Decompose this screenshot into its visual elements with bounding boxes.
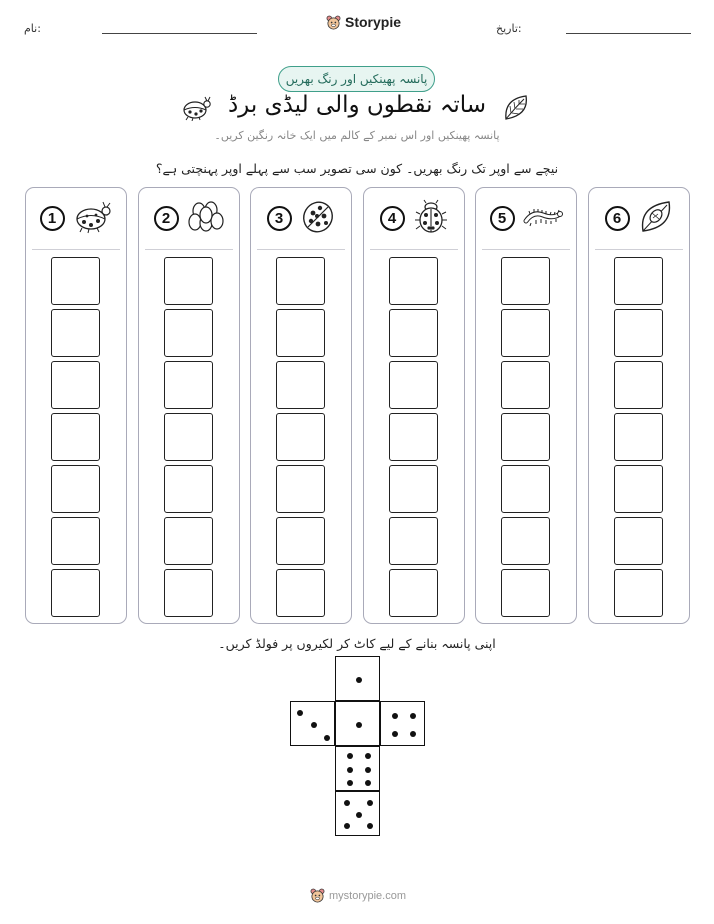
die-pip (324, 735, 330, 741)
color-cell[interactable] (389, 257, 438, 305)
footer (310, 888, 406, 903)
color-cell[interactable] (164, 569, 213, 617)
die-face-4 (380, 701, 425, 746)
ladybug-side-icon (73, 200, 113, 238)
die-face-1 (335, 656, 380, 701)
color-cell[interactable] (276, 465, 325, 513)
leaf-title-icon (502, 93, 530, 123)
die-pip (392, 731, 398, 737)
bear-footer-icon (310, 888, 325, 903)
color-cell[interactable] (51, 257, 100, 305)
color-cell[interactable] (51, 413, 100, 461)
color-cell[interactable] (614, 257, 663, 305)
die-pip (347, 767, 353, 773)
page-subtitle: پانسہ پھینکیں اور اس نمبر کے کالم میں ایک خانہ رنگین کریں۔ (214, 129, 500, 142)
column-header (482, 188, 570, 250)
color-cell[interactable] (164, 465, 213, 513)
die-pip (311, 722, 317, 728)
die-pip (410, 731, 416, 737)
die-pip (410, 713, 416, 719)
column-number: 6 (605, 206, 630, 231)
activity-badge: پانسہ پھینکیں اور رنگ بھریں (278, 66, 435, 92)
color-cell[interactable] (501, 361, 550, 409)
column-1 (25, 187, 127, 624)
date-label: تاریخ: (496, 22, 522, 35)
color-cell[interactable] (614, 465, 663, 513)
color-cell[interactable] (501, 309, 550, 357)
die-instruction-text: اپنی پانسہ بنانے کے لیے کاٹ کر لکیروں پر فولڈ کریں۔ (218, 636, 496, 651)
column-header (145, 188, 233, 250)
name-label: نام: (24, 22, 41, 35)
die-pip (367, 823, 373, 829)
ladybug-top-icon (413, 199, 449, 239)
die-pip (365, 780, 371, 786)
color-cell[interactable] (501, 257, 550, 305)
column-number: 5 (490, 206, 515, 231)
die-face-1 (335, 701, 380, 746)
color-cell[interactable] (389, 517, 438, 565)
bear-logo-icon (326, 15, 341, 30)
color-cell[interactable] (164, 517, 213, 565)
die-face-6 (335, 746, 380, 791)
spotted-ladybug-icon (300, 199, 336, 239)
column-2 (138, 187, 240, 624)
die-pip (356, 722, 362, 728)
color-cell[interactable] (389, 465, 438, 513)
column-header (595, 188, 683, 250)
die-pip (297, 710, 303, 716)
die-pip (347, 780, 353, 786)
name-line[interactable] (102, 33, 257, 34)
die-pip (356, 812, 362, 818)
color-cell[interactable] (51, 361, 100, 409)
color-cell[interactable] (501, 413, 550, 461)
die-face-3 (290, 701, 335, 746)
column-number: 3 (267, 206, 292, 231)
color-cell[interactable] (276, 309, 325, 357)
die-pip (365, 767, 371, 773)
color-cell[interactable] (276, 413, 325, 461)
color-cell[interactable] (389, 413, 438, 461)
color-cell[interactable] (51, 465, 100, 513)
column-number: 1 (40, 206, 65, 231)
date-line[interactable] (566, 33, 691, 34)
color-cell[interactable] (276, 517, 325, 565)
color-cell[interactable] (389, 569, 438, 617)
color-cell[interactable] (51, 517, 100, 565)
instruction-text: نیچے سے اوپر تک رنگ بھریں۔ کون سی تصویر سب سے پہلے اوپر پہنچتی ہے؟ (155, 161, 559, 176)
brand-logo (326, 14, 401, 30)
color-cell[interactable] (276, 569, 325, 617)
die-pip (392, 713, 398, 719)
color-cell[interactable] (164, 309, 213, 357)
color-cell[interactable] (164, 257, 213, 305)
color-cell[interactable] (389, 361, 438, 409)
color-cell[interactable] (614, 361, 663, 409)
ladybug-title-icon (181, 95, 211, 121)
footer-url: mystorypie.com (329, 889, 407, 902)
leaf-pupa-icon (638, 199, 674, 239)
color-cell[interactable] (501, 517, 550, 565)
color-cell[interactable] (501, 465, 550, 513)
larva-icon (523, 205, 563, 233)
column-6 (588, 187, 690, 624)
eggs-icon (187, 199, 225, 239)
color-cell[interactable] (614, 309, 663, 357)
column-4 (363, 187, 465, 624)
die-pip (367, 800, 373, 806)
die-face-5 (335, 791, 380, 836)
die-pip (344, 823, 350, 829)
color-cell[interactable] (51, 569, 100, 617)
die-pip (365, 753, 371, 759)
color-cell[interactable] (276, 361, 325, 409)
column-header (257, 188, 345, 250)
color-cell[interactable] (501, 569, 550, 617)
column-3 (250, 187, 352, 624)
color-cell[interactable] (276, 257, 325, 305)
column-header (370, 188, 458, 250)
die-pip (347, 753, 353, 759)
color-cell[interactable] (614, 569, 663, 617)
color-cell[interactable] (614, 413, 663, 461)
color-cell[interactable] (164, 413, 213, 461)
color-cell[interactable] (164, 361, 213, 409)
brand-name: Storypie (345, 14, 402, 30)
die-pip (356, 677, 362, 683)
column-header (32, 188, 120, 250)
color-cell[interactable] (614, 517, 663, 565)
color-cell[interactable] (389, 309, 438, 357)
die-pip (344, 800, 350, 806)
column-number: 4 (380, 206, 405, 231)
column-5 (475, 187, 577, 624)
page-title: ساتہ نقطوں والی لیڈی برڈ (227, 92, 487, 118)
column-number: 2 (154, 206, 179, 231)
color-cell[interactable] (51, 309, 100, 357)
